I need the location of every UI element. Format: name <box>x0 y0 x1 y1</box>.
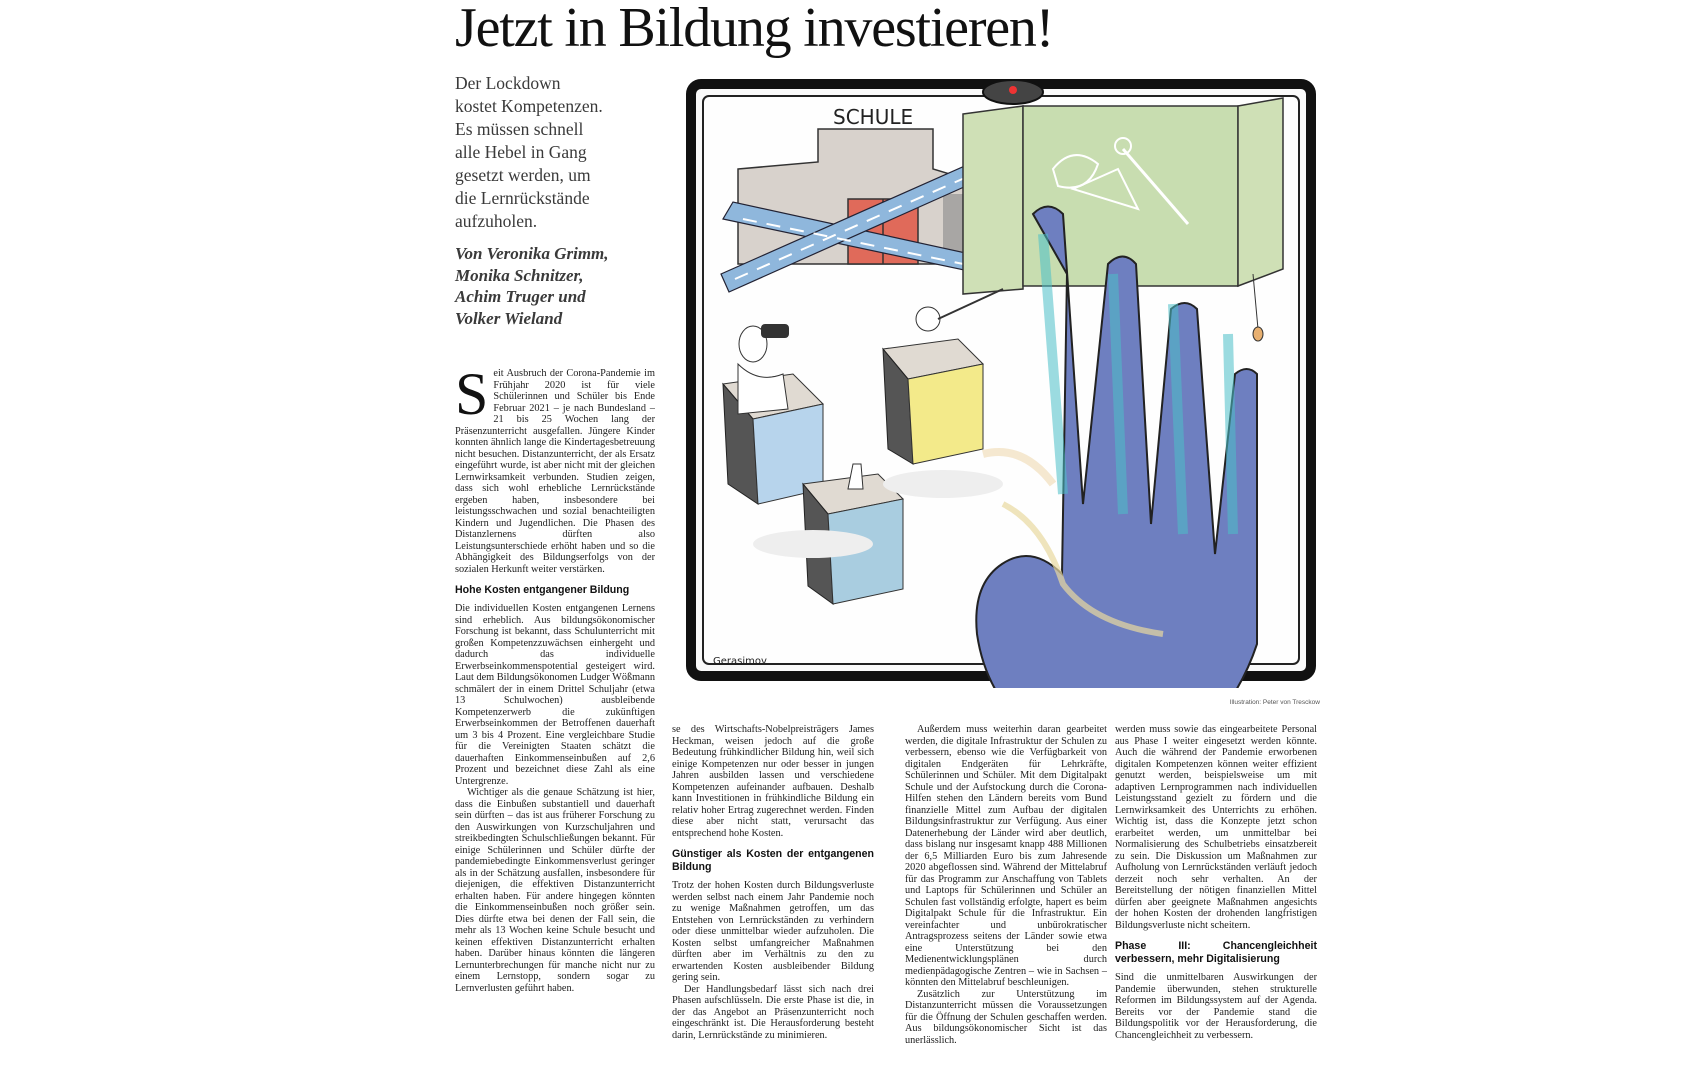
body-paragraph: Der Handlungsbedarf lässt sich nach drei Phasen aufschlüsseln. Die erste Phase ist die, in der das Angebot an Präsenzunterricht noch eingeschränkt ist. Die Herausforderung besteht darin, Lernrückstände zu minimieren. <box>672 983 874 1041</box>
body-paragraph: werden muss sowie das eingearbeitete Personal aus Phase I weiter eingesetzt werden könnte. Auch die während der Pandemie erworbenen digitalen Kompetenzen können weiter effizient genutzt werden, beispielsweise um mit adaptiven Lernprogrammen nach individuellen Leistungsstand gezielt zu fördern und die Lernwirksamkeit des Unterrichts zu erhöhen. Wichtig ist, dass die Konzepte jetzt schon erarbeitet werden, um unmittelbar bei Normalisierung des Schulbetriebs einsatzbereit zu sein. Die Diskussion um Maßnahmen zur Aufholung von Lernrückständen verläuft jedoch derzeit noch sehr verhalten. An der Bereitstellung der nötigen finanziellen Mittel dürfen aber geeignete Maßnahmen angesichts der hohen Kosten der drohenden langfristigen Bildungsverluste nicht scheitern. <box>1115 724 1317 931</box>
teaser-line: gesetzt werden, um <box>455 165 591 185</box>
headline: Jetzt in Bildung investieren! <box>455 0 1054 59</box>
teaser-line: kostet Kompetenzen. <box>455 96 603 116</box>
article-column-1 <box>455 368 655 1080</box>
drop-cap: S <box>455 368 489 427</box>
body-paragraph: Die individuellen Kosten entgangenen Lernens sind erheblich. Aus bildungsökonomischer Forschung ist bekannt, dass Schulunterricht mit großen Kompetenzzuwächsen einhergeht und dadurch das individuelle Erwerbseinkommenspotential gesteigert wird. Laut dem Bildungsökonomen Ludger Wößmann schmälert der in einem Drittel Schuljahr (etwa 13 Schulwochen) ausbleibende Kompetenzerwerb die zukünftigen Erwerbseinkommen der Betroffenen dauerhaft um 3 bis 4 Prozent. Eine vergleichbare Studie für die Vereinigten Staaten schätzt die dauerhaften Einkommenseinbußen auf 2,6 Prozent und bezeichnet diese Zahl als eine Untergrenze. <box>455 603 655 787</box>
byline <box>455 243 645 329</box>
teaser-line: Der Lockdown <box>455 73 561 93</box>
teaser-line: die Lernrückstände <box>455 188 590 208</box>
body-paragraph: se des Wirtschafts-Nobelpreisträgers James Heckman, weisen jedoch auf die große Bedeutung frühkindlicher Bildung hin, weil sich einige Kompetenzen nur oder besser in jungen Jahren ausbilden lassen und verschiedene Kompetenzen aufeinander aufbauen. Deshalb kann Investitionen in frühkindliche Bildung ein relativ hoher Ertrag zugerechnet werden. Finden diese aber nicht statt, verursacht das entsprechend hohe Kosten. <box>672 724 874 839</box>
illustration-credit: Illustration: Peter von Tresckow <box>1229 699 1320 706</box>
article-column-2 <box>672 724 874 1080</box>
body-paragraph: Wichtiger als die genaue Schätzung ist hier, dass die Einbußen substantiell und dauerhaft sein dürften – das ist aus früherer Forschung zu den Auswirkungen von Kurzschuljahren und streikbedingten Schulschließungen bekannt. Für einige Schülerinnen und Schüler dürfte der pandemiebedingte Einkommensverlust geringer als in der Schätzung ausfallen, insbesondere für diejenigen, die effektiven Distanzunterricht erhalten haben. Für andere hingegen könnten die Einkommenseinbußen noch größer sein. Dies dürfte etwa bei denen der Fall sein, die mehr als 13 Wochen keine Schule besucht und keinen effektiven Distanzunterricht erhalten haben. Darüber hinaus könnten die längeren Lernunterbrechungen für manche nicht nur zu einem Lernstopp, sondern sogar zu Lernverlusten geführt haben. <box>455 787 655 994</box>
article-illustration <box>683 74 1319 688</box>
teaser <box>455 72 633 233</box>
author-line: Monika Schnitzer, <box>455 265 584 285</box>
school-sign: SCHULE <box>833 105 914 129</box>
article-column-4 <box>1115 724 1317 1080</box>
lead-paragraph <box>455 368 655 575</box>
teaser-line: alle Hebel in Gang <box>455 142 587 162</box>
body-paragraph: Zusätzlich zur Unterstützung im Distanzunterricht müssen die Voraussetzungen für die Öffnung der Schulen geschaffen werden. Aus bildungsökonomischer Sicht ist das unerlässlich. <box>905 988 1107 1046</box>
subheading-costs: Hohe Kosten entgangener Bildung <box>455 584 630 596</box>
subheading-phase-3: Phase III: Chancengleichheit verbessern, mehr Digitalisierung <box>1115 940 1317 965</box>
article-column-3 <box>905 724 1107 1080</box>
author-line: Volker Wieland <box>455 308 563 328</box>
lead-text: eit Ausbruch der Corona-Pandemie im Frühjahr 2020 ist für viele Schülerinnen und Schüler bis Ende Februar 2021 – je nach Bundesland – 21 bis 25 Wochen lang der Präsenzunterricht ausgefallen. Jüngere Kinder konnten ähnlich lange die Kindertagesbetreuung nicht besuchen. Distanzunterricht, der als Ersatz eingeführt wurde, ist aber nicht mit der gleichen Lernwirksamkeit verbunden. Studien zeigen, dass sich wohl erhebliche Lernrückstände ergeben haben, insbesondere bei leistungsschwachen und sozial benachteiligten Kindern und Jugendlichen. Die Phasen des Distanzlernens dürften also Leistungsunterschiede erhöht haben und so die Abhängigkeit des Bildungserfolgs von der sozialen Herkunft weiter verstärken. <box>455 368 655 575</box>
body-paragraph: Sind die unmittelbaren Auswirkungen der Pandemie überwunden, stehen strukturelle Reformen im Bildungssystem auf der Agenda. Bereits vor der Pandemie stand die Bildungspolitik vor der Herausforderung, die Chancengleichheit zu verbessern. <box>1115 972 1317 1041</box>
body-paragraph: Außerdem muss weiterhin daran gearbeitet werden, die digitale Infrastruktur der Schulen zu verbessern, ebenso wie die Verfügbarkeit von digitalen Endgeräten für Lehrkräfte, Schülerinnen und Schüler. Mit dem Digitalpakt Schule und der Aufstockung durch die Corona-Hilfen stehen den Ländern bereits vom Bund finanzielle Mittel zum Aufbau der digitalen Bildungsinfrastruktur zur Verfügung. Aus einer Datenerhebung der Länder wird aber deutlich, dass bislang nur insgesamt knapp 488 Millionen der 6,5 Milliarden Euro bis zum Jahresende 2020 abgeflossen sind. Während der Mittelabruf für das Programm zur Anschaffung von Tablets und Laptops für Schülerinnen und Schüler an Schulen fast vollständig erfolgte, hapert es beim Digitalpakt Schule für die Infrastruktur. Ein vereinfachter und unbürokratischer Antragsprozess seitens der Länder sowie etwa eine Unterstützung bei den Medienentwicklungsplänen durch medienpädagogische Zentren – wie in Sachsen – könnten den Mittelabruf beschleunigen. <box>905 724 1107 988</box>
subheading-cheaper: Günstiger als Kosten der entgangenen Bildung <box>672 848 874 873</box>
body-paragraph: Trotz der hohen Kosten durch Bildungsverluste werden selbst nach einem Jahr Pandemie noch zu wenige Maßnahmen getroffen, um das Entstehen von Lernrückständen zu verhindern oder diese unmittelbar wieder aufzuholen. Die Kosten selbst umfangreicher Maßnahmen dürften aber im Verhältnis zu den zu erwartenden Kosten ausbleibender Bildung gering sein. <box>672 880 874 983</box>
teaser-line: aufzuholen. <box>455 211 538 231</box>
author-line: Achim Truger und <box>455 287 586 306</box>
illustrator-signature: Gerasimov <box>713 656 767 667</box>
author-line: Von Veronika Grimm, <box>455 244 609 263</box>
teaser-line: Es müssen schnell <box>455 119 584 139</box>
